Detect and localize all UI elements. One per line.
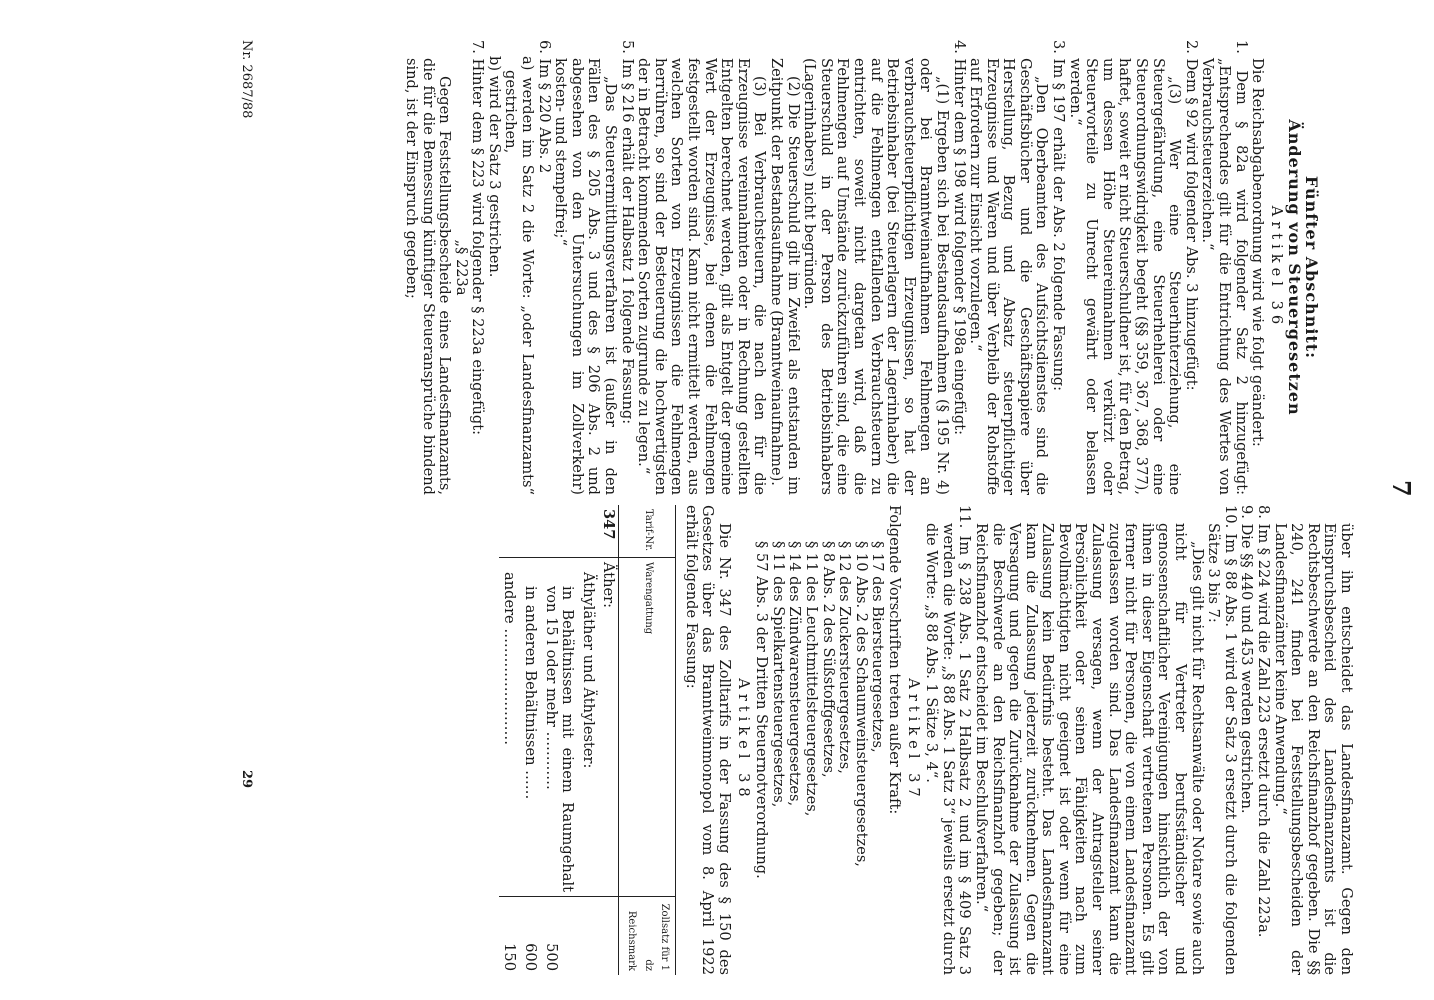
column-header-duty: Zollsatz für 1 dz Reichsmark: [619, 897, 676, 976]
table-header-row: [619, 505, 676, 975]
paragraph: „Das Steuerermittlungsverfahren ist (außer in den Fällen des § 205 Abs. 3 und des § 206 Abs. 2 und abgesehen von den Untersuchungen im Zollverkehr) kosten- und stempelfrei;“: [552, 58, 620, 495]
list-item: § 14 des Zündwarensteuergesetzes,: [786, 541, 804, 807]
list-item: 11. Im § 238 Abs. 1 Satz 2 Halbsatz 2 und im § 409 Satz 3 werden die Worte: „§ 88 Abs. 1 Satz 3“ jeweils ersetzt durch die Worte: „§ 88 Abs. 1 Sätze 3, 4“.: [923, 505, 974, 975]
right-column: [499, 505, 1354, 975]
table-row: [499, 505, 520, 975]
list-item: 5. Im § 216 erhält der Halbsatz 1 folgende Fassung:: [618, 40, 636, 425]
table-cell-goods: in Behältnissen mit einem Raumgehalt von 15 l oder mehr …………: [542, 586, 577, 892]
paragraph: „Dies gilt nicht für Rechtsanwälte oder Notare sowie auch nicht für Vertreter berufsständischer und genossenschaftlicher Vereinigungen hinsichtlich der von ihnen in dieser Eigenschaft vertretenen Personen. Es gilt ferner nicht für Personen, die von einem Landesfinanzamt zugelassen worden sind. Das Landesfinanzamt kann die Zulassung versagen, wenn der Antragsteller seiner Persönlichkeit oder seinen Fähigkeiten nach zum Bevollmächtigten nicht geeignet ist oder wenn für eine Zulassung kein Bedürfnis besteht. Das Landesfinanzamt kann die Zulassung jederzeit zurücknehmen. Gegen die Versagung und gegen die Zurücknahme der Zulassung ist die Beschwerde an den Reichsfinanzhof gegeben; der Reichsfinanzhof entscheidet im Beschlußverfahren.“: [972, 523, 1206, 975]
table-cell-duty: 600: [520, 897, 541, 976]
table-row: [577, 505, 598, 975]
left-column: [402, 40, 1319, 495]
footer-issue-number: Nr. 2687/88: [239, 40, 254, 119]
table-cell-goods: in anderen Behältnissen ……: [522, 586, 540, 800]
table-cell-goods: andere ……………………: [501, 572, 519, 746]
list-item: 6. Im § 220 Abs. 2: [535, 40, 553, 174]
list-subitem: a) werden im Satz 2 die Worte: „oder Landesfinanzamts“ gestrichen,: [502, 56, 537, 495]
list-item: 8. Im § 224 wird die Zahl 223 ersetzt durch die Zahl 223a.: [1255, 505, 1273, 938]
list-item: § 11 des Spielkartensteuergesetzes,: [769, 541, 787, 808]
list-item: § 12 des Zuckersteuergesetzes,: [836, 541, 854, 774]
article-36-heading: Artikel 36: [1267, 205, 1285, 330]
paragraph: Die Nr. 347 des Zolltarifs in der Fassung des § 150 des Gesetzes über das Branntweinmonopol vom 8. April 1922 erhält folgende Fassung:: [682, 505, 734, 975]
repealed-list: [753, 505, 886, 975]
list-item: 1. Dem § 82a wird folgender Satz 2 hinzugefügt: „Entsprechendes gilt für die Entrichtung des Wertes von Verbrauchsteuerzeichen.“: [1199, 40, 1250, 495]
article-38-heading: Artikel 38: [734, 678, 752, 802]
table-cell-duty: 150: [499, 897, 520, 976]
section-subtitle: Änderung von Steuergesetzen: [1285, 119, 1305, 416]
list-item: § 57 Abs. 3 der Dritten Steuernotverordnung.: [753, 541, 771, 879]
table-row: [540, 505, 577, 975]
paragraph: Folgende Vorschriften treten außer Kraft:: [885, 505, 903, 815]
paragraph: „(3) Wer eine Steuerhinterziehung, eine Steuergefährdung, eine Steuerhehlerei oder eine Steuerordnungswidrigkeit begeht (§§ 359, 367, 368, 377), haftet, soweit er nicht Steuerschuldner ist, für den Betrag, um dessen Höhe Steuereinnahmen verkürzt oder Steuervorteile zu Unrecht gewährt oder belassen werden.“: [1066, 58, 1184, 495]
list-item: § 11 des Leuchtmittelsteuergesetzes,: [803, 541, 820, 817]
list-subitem: b) wird der Satz 3 gestrichen.: [485, 56, 503, 278]
table-cell-goods: Äthyläther und Äthylester:: [579, 572, 597, 769]
paragraph: Gegen Feststellungsbescheide eines Landesfinanzamts, die für die Bemessung künftiger Steueransprüche bindend sind, ist der Einspruch gegeben;: [402, 58, 454, 495]
table-cell-duty: 500: [540, 897, 577, 976]
paragraph: (2) Die Steuerschuld gilt im Zweifel als entstanden im Zeitpunkt der Bestandsaufnahme (Branntweinaufnahme).: [768, 58, 802, 495]
list-item: § 8 Abs. 2 des Süßstoffgesetzes,: [819, 541, 837, 778]
paragraph-heading: „§ 223a: [452, 239, 470, 296]
list-item: 3. Im § 197 erhält der Abs. 2 folgende Fassung:: [1050, 40, 1068, 392]
tariff-table: [499, 505, 676, 975]
table-row: [520, 505, 541, 975]
list-item: 7. Hinter dem § 223 wird folgender § 223a eingefügt:: [469, 40, 487, 436]
list-item: 9. Die §§ 440 und 453 werden gestrichen.: [1238, 505, 1256, 814]
table-row: [598, 505, 619, 975]
table-cell-nr: 347: [598, 505, 619, 558]
footer-page-number: 29: [239, 770, 254, 789]
column-header-goods: Warengattung: [619, 558, 676, 897]
column-header-tariff-nr: Tarif-Nr.: [619, 505, 676, 558]
list-item: § 10 Abs. 2 des Schaumweinsteuergesetzes,: [852, 541, 870, 867]
section-title: Fünfter Abschnitt:: [1302, 175, 1321, 360]
list-item: 10. Im § 88 Abs. 1 wird der Satz 3 ersetzt durch die folgenden Sätze 3 bis 7:: [1205, 505, 1239, 975]
article-37-heading: Artikel 37: [904, 678, 922, 802]
list-item: § 17 des Biersteuergesetzes,: [869, 541, 887, 753]
paragraph: Die Reichsabgabenordnung wird wie folgt geändert:: [1249, 58, 1267, 447]
paragraph: (3) Bei Verbrauchsteuern, die nach den für die Erzeugnisse vereinnahmten oder in Rechnung gestellten Entgelten berechnet werden, gilt als Entgelt der gemeine Wert der Erzeugnisse, bei denen die Fehlmengen festgestellt worden sind. Kann nicht ermittelt werden, aus welchen Sorten von Erzeugnissen die Fehlmengen herrühren, so sind der Besteuerung die hochwertigsten der in Betracht kommenden Sorten zugrunde zu legen.“: [635, 58, 769, 495]
page-number: 7: [1387, 480, 1416, 497]
table-cell-duty: [598, 897, 619, 976]
table-cell-duty: [577, 897, 598, 976]
paragraph: „(1) Ergeben sich bei Bestandsaufnahmen (§ 195 Nr. 4) oder bei Branntweinaufnahmen Fehlmengen an verbrauchsteuerpflichtigen Erzeugnissen, so hat der Betriebsinhaber (bei Steuerlagern der Lagerinhaber) die auf die Fehlmengen entfallenden Verbrauchsteuern zu entrichten, soweit nicht dargetan wird, daß die Fehlmengen auf Umstände zurückzuführen sind, die eine Steuerschuld in der Person des Betriebsinhabers (Lagerinhabers) nicht begründen.: [801, 58, 951, 495]
list-item: 4. Hinter dem § 198 wird folgender § 198a eingefügt:: [950, 40, 968, 436]
paragraph: „Den Oberbeamten des Aufsichtsdienstes sind die Geschäftsbücher und die Geschäftspapiere über Herstellung, Bezug und Absatz steuerpflichtiger Erzeugnisse und Waren und über Verbleib der Rohstoffe auf Erfordern zur Einsicht vorzulegen.“: [967, 58, 1051, 495]
paragraph: über ihn entscheidet das Landesfinanzamt. Gegen den Einspruchsbescheid des Landesfinanzamts ist die Rechtsbeschwerde an den Reichsfinanzhof gegeben. Die §§ 240, 241 finden bei Feststellungsbescheiden der Landesfinanzämter keine Anwendung.“: [1271, 523, 1355, 975]
list-item: 2. Dem § 92 wird folgender Abs. 3 hinzugefügt:: [1182, 40, 1200, 391]
table-cell-goods: Äther:: [600, 562, 618, 609]
